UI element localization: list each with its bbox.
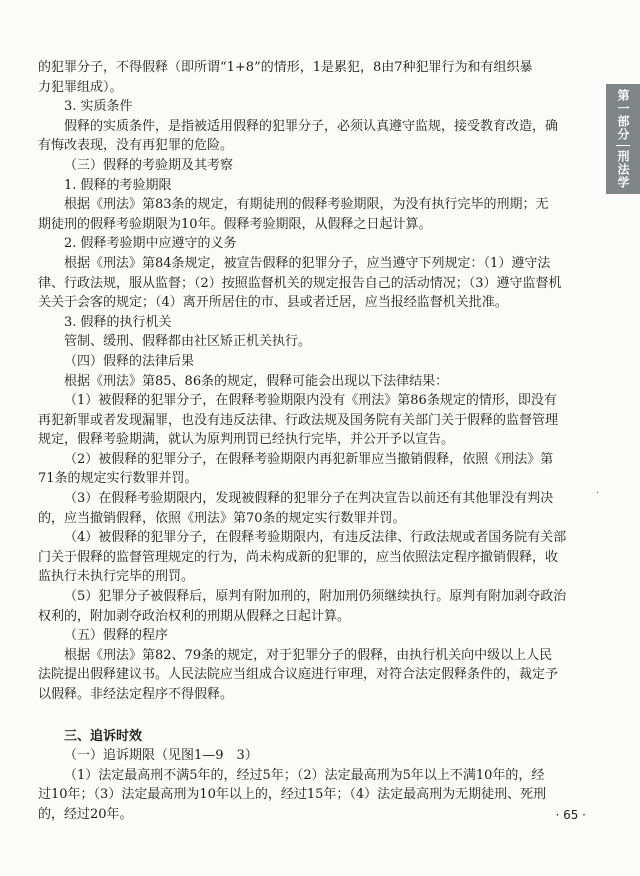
- text-line: 假释的实质条件，是指被适用假释的犯罪分子，必须认真遵守监规，接受教育改造，确: [64, 118, 559, 134]
- margin-mark: ·: [596, 488, 600, 499]
- side-tab-subject: 刑法学: [616, 150, 630, 189]
- text-line: 监执行未执行完毕的刑罚。: [38, 569, 195, 585]
- text-line: （5）犯罪分子被假释后，原判有附加刑的，附加刑仍须继续执行。原判有附加剥夺政治: [64, 589, 567, 605]
- text-line: 根据《刑法》第83条的规定，有期徒刑的假释考验期限，为没有执行完毕的刑期；无: [64, 197, 549, 213]
- text-line: 法院提出假释建议书。人民法院应当组成合议庭进行审理，对符合法定假释条件的，裁定予: [38, 667, 559, 683]
- text-line: 再犯新罪或者发现漏罪，也没有违反法律、行政法规及国务院有关部门关于假释的监督管理: [38, 412, 559, 428]
- text-line: 根据《刑法》第84条规定，被宣告假释的犯罪分子，应当遵守下列规定：（1）遵守法: [64, 255, 551, 271]
- text-line: （2）被假释的犯罪分子，在假释考验期限内再犯新罪应当撤销假释，依照《刑法》第: [64, 451, 554, 467]
- section-heading: （三）假释的考验期及其考察: [64, 157, 234, 173]
- text-line: （4）被假释的犯罪分子，在假释考验期限内，有违反法律、行政法规或者国务院有关部: [64, 530, 567, 546]
- page-body: [38, 58, 598, 825]
- text-line: 根据《刑法》第82、79条的规定，对于犯罪分子的假释，由执行机关向中级以上人民: [64, 647, 553, 663]
- text-line: 的犯罪分子，不得假释（即所谓“1+8”的情形，1是累犯，8由7种犯罪行为和有组织暴: [38, 60, 533, 75]
- section-heading: （四）假释的法律后果: [64, 353, 195, 369]
- text-line: 以假释。非经法定程序不得假释。: [38, 687, 234, 702]
- text-line: 过10年；（3）法定最高刑为10年以上的，经过15年；（4）法定最高刑为无期徒刑、死刑: [38, 787, 547, 803]
- text-line: 力犯罪组成）。: [38, 79, 123, 95]
- section-heading: （一）追诉期限（见图1—9 3）: [64, 748, 258, 764]
- section-heading: （五）假释的程序: [64, 628, 169, 644]
- subheading: 1. 假释的考验期限: [64, 177, 172, 193]
- text-line: 有悔改表现，没有再犯罪的危险。: [38, 138, 234, 154]
- text-line: 管制、缓刑、假释都由社区矫正机关执行。: [64, 334, 312, 350]
- subheading: 2. 假释考验期中应遵守的义务: [64, 236, 237, 252]
- subheading: 3. 假释的执行机关: [64, 314, 172, 330]
- text-line: 权利的，附加剥夺政治权利的刑期从假释之日起计算。: [38, 608, 351, 624]
- subheading: 3. 实质条件: [64, 99, 133, 115]
- text-line: 关关于会客的规定；（4）离开所居住的市、县或者迁居，应当报经监督机关批准。: [38, 295, 508, 311]
- text-line: 门关于假释的监督管理规定的行为，尚未构成新的犯罪的，应当依照法定程序撤销假释，收: [38, 549, 559, 565]
- text-line: 规定，假释考验期满，就认为原判刑罚已经执行完毕，并公开予以宣告。: [38, 432, 455, 448]
- text-line: 律、行政法规，服从监督；（2）按照监督机关的规定报告自己的活动情况；（3）遵守监督机: [38, 275, 562, 291]
- text-line: （1）被假释的犯罪分子，在假释考验期限内没有《刑法》第86条规定的情形，即没有: [64, 393, 557, 409]
- text-line: 根据《刑法》第85、86条的规定，假释可能会出现以下法律结果：: [64, 373, 449, 389]
- text-line: （1）法定最高刑不满5年的，经过5年；（2）法定最高刑为5年以上不满10年的，经: [64, 767, 545, 783]
- text-line: 的，应当撤销假释，依照《刑法》第70条的规定实行数罪并罚。: [38, 510, 406, 526]
- side-chapter-tab: [606, 84, 640, 194]
- text-line: 的，经过20年。: [38, 806, 133, 822]
- chapter-section-heading: 三、追诉时效: [64, 728, 143, 744]
- text-line: 期徒刑的假释考验期限为10年。假释考验期限，从假释之日起计算。: [38, 216, 432, 232]
- page-number: · 65 ·: [555, 808, 586, 822]
- text-line: （3）在假释考验期限内，发现被假释的犯罪分子在判决宣告以前还有其他罪没有判决: [64, 491, 554, 507]
- side-tab-part: 第一部分: [616, 89, 630, 141]
- text-line: 71条的规定实行数罪并罚。: [38, 471, 198, 487]
